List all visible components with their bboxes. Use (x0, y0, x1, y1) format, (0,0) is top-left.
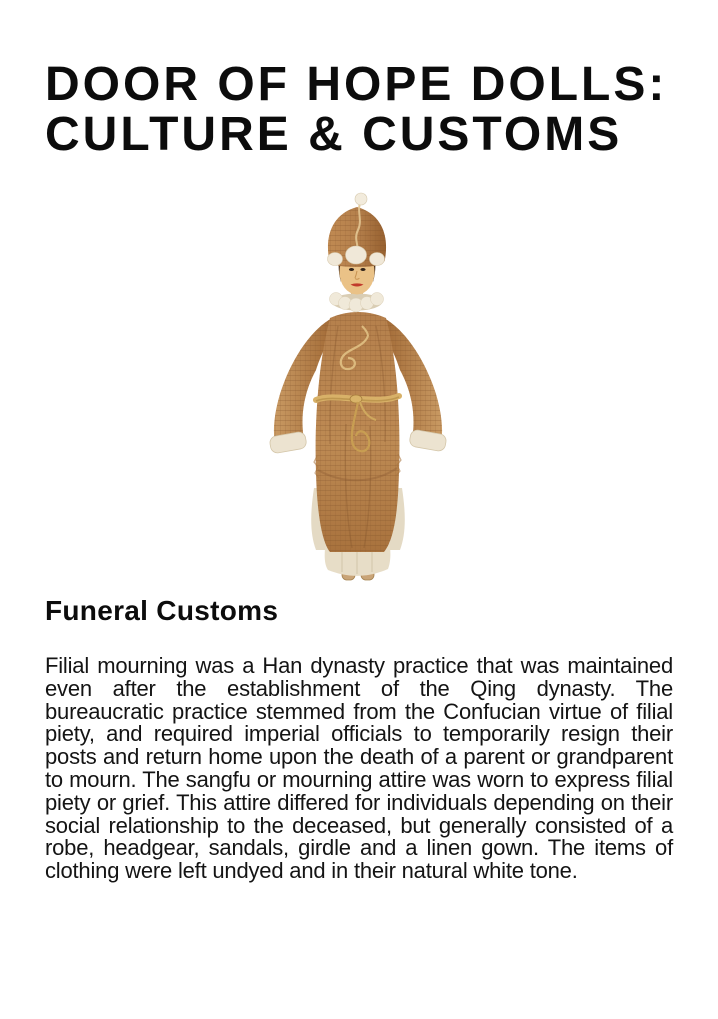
title-line-1: DOOR OF HOPE DOLLS: (45, 58, 668, 111)
doll-photo (258, 188, 458, 586)
section-heading: Funeral Customs (45, 595, 279, 626)
page-title (45, 60, 667, 160)
title-line-2: CULTURE & CUSTOMS (45, 108, 623, 161)
body-paragraph: Filial mourning was a Han dynasty practice that was maintained even after the establishment of the Qing dynasty. The bureaucratic practice stemmed from the Confucian virtue of filial piety, and required imperial officials to temporarily resign their posts and return home upon the death of a parent or grandparent to mourn. The sangfu or mourning attire was worn to express filial piety or grief. This attire differed for individuals depending on their social relationship to the deceased, but generally consisted of a robe, headgear, sandals, girdle and a linen gown. The items of clothing were left undyed and in their natural white tone. (45, 653, 673, 884)
mourning-doll-illustration (258, 188, 458, 586)
doll-hat (328, 193, 387, 267)
